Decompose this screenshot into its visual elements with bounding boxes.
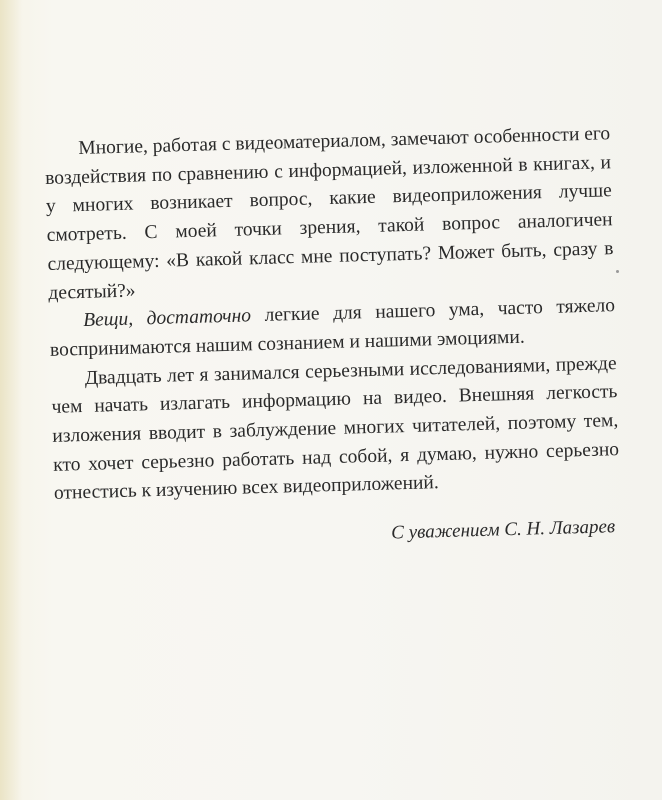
- paragraph-2-italic-lead: Вещи, достаточно: [82, 305, 252, 332]
- paragraph-3: [50, 350, 620, 509]
- paragraph-3-text: Двадцать лет я занимался серьезными исследованиями, прежде чем начать излагать информацию на видео. Внешняя легкость изложения вводит в заблуждение многих читателей, поэтому тем, кто хочет серьезно работать над собой, я думаю, нужно серьезно отнестись к изучению всех видеоприложений.: [51, 352, 620, 505]
- paragraph-2-text: легкие для нашего ума, часто тяжело воспринимаются нашим сознанием и нашими эмоциями.: [49, 295, 616, 361]
- signature: С уважением С. Н. Лазарев: [390, 516, 616, 544]
- text-block: [44, 120, 622, 557]
- paragraph-1: [44, 120, 615, 308]
- scan-speck: [616, 270, 619, 273]
- page-edge-shadow: [0, 0, 22, 800]
- paragraph-1-text: Многие, работая с видеоматериалом, замечают особенности его воздействия по сравнению с информацией, изложенной в книгах, и у многих возникает вопрос, какие видеоприложения лучше смотреть. С моей точки зрения, такой вопрос аналогичен следующему: «В какой класс мне поступать? Может быть, сразу в десятый?»: [44, 123, 614, 304]
